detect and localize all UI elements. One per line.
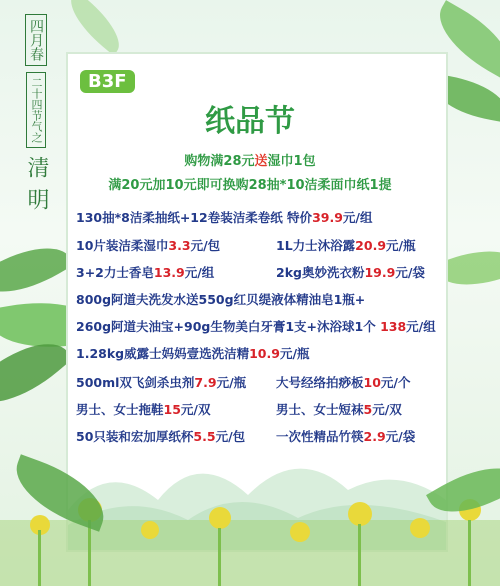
leaf-decoration — [60, 0, 130, 55]
month-label: 四月春 — [25, 14, 47, 66]
promo-line-1-prefix: 购物满28元 — [184, 154, 255, 169]
page-title: 纸品节 — [205, 104, 295, 139]
list-item: 130抽*8洁柔抽纸+12卷装洁柔卷纸 特价39.9元/组 — [76, 210, 373, 225]
list-item: 1.28kg威露士妈妈壹选洗洁精10.9元/瓶 — [76, 346, 310, 361]
leaf-decoration — [0, 230, 74, 310]
promo-line-1 — [0, 150, 500, 169]
list-item: 50只装和宏加厚纸杯5.5元/包 — [76, 429, 246, 444]
list-item: 10片装洁柔湿巾3.3元/包 — [76, 238, 221, 253]
floor-badge: B3F — [80, 70, 135, 93]
term24-label: 二十四节气之 — [26, 72, 46, 148]
list-item: 1L力士沐浴露20.9元/瓶 — [276, 238, 416, 253]
list-item: 3+2力士香皂13.9元/组 — [76, 265, 215, 280]
list-item: 大号经络拍痧板10元/个 — [276, 375, 411, 390]
list-item: 2kg奥妙洗衣粉19.9元/袋 — [276, 265, 425, 280]
list-item: 一次性精品竹筷2.9元/袋 — [276, 429, 416, 444]
qingming-label: 清明 — [24, 156, 49, 220]
promo-line-2: 满20元加10元即可换购28抽*10洁柔面巾纸1提 — [108, 178, 392, 193]
list-item: 男士、女士拖鞋15元/双 — [76, 402, 211, 417]
list-item: 男士、女士短袜5元/双 — [276, 402, 402, 417]
list-item: 260g阿道夫油宝+90g生物美白牙膏1支+沐浴球1个 138元/组 — [76, 319, 436, 334]
list-item: 500ml双飞剑杀虫剂7.9元/瓶 — [76, 375, 247, 390]
promo-line-1-suffix: 湿巾1包 — [267, 154, 316, 169]
promo-line-1-highlight: 送 — [254, 154, 268, 169]
list-item: 800g阿道夫洗发水送550g红贝缇液体精油皂1瓶+ — [76, 292, 366, 307]
